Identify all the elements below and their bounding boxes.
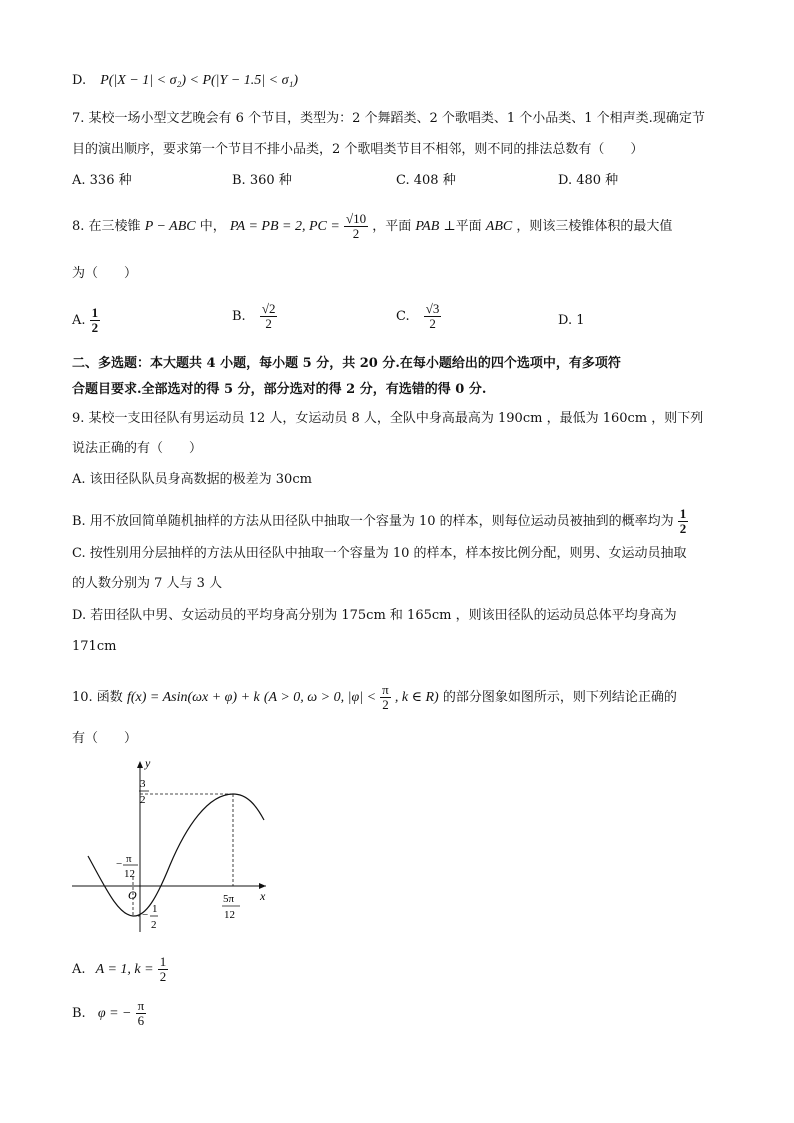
q10-condition-den: 2 [382,697,389,712]
q6-option-d [72,72,298,90]
y-axis-arrow [137,761,143,768]
q10-condition-end: , k ∈ R) [394,690,439,705]
q9-option-c-line1: C. 按性别用分层抽样的方法从田径队中抽取一个容量为 10 的样本，样本按比例分配，则男、女运动员抽取 [72,546,687,561]
left-zero-num: π [126,853,132,865]
right-label-num: 5π [223,893,235,905]
q8-option-b-label: B. [232,309,246,324]
max-label-num: 3 [140,778,146,790]
q10-option-a-expr: A = 1, k = [95,962,154,977]
min-label-num: 1 [152,903,158,915]
q10-option-a [72,955,168,984]
q6-option-d-expression: P(|X − 1| < σ₂) < P(|Y − 1.5| < σ₁) [100,73,298,88]
q8-pc-numerator: √10 [345,211,367,226]
q7-stem-line2: 目的演出顺序，要求第一个节目不排小品类，2 个歌唱类节目不相邻，则不同的排法总数有（ ） [72,142,644,157]
section2-heading-line1: 二、多选题：本大题共 4 小题，每小题 5 分，共 20 分.在每小题给出的四个选项中，有多项符 [72,356,621,371]
q7-option-b: B. 360 种 [232,173,292,188]
q10-graph [60,757,280,937]
q10-condition: (A > 0, ω > 0, |φ| < [263,690,377,705]
q10-option-a-fraction [158,955,169,984]
q10-option-a-den: 2 [159,969,167,984]
q8-tetrahedron: P − ABC [144,219,196,234]
q8-option-a-den: 2 [91,320,99,335]
q10-option-b-label: B. [72,1006,86,1021]
q9-option-c-line2: 的人数分别为 7 人与 3 人 [72,576,223,591]
q8-option-b-fraction [260,302,278,331]
q8-condition: PA = PB = 2, PC = [229,219,340,234]
q9-option-b-num: 1 [679,506,687,521]
q10-stem-line1 [72,683,677,712]
max-label-den: 2 [140,794,146,806]
q9-option-b-fraction [678,507,689,536]
q7-option-a: A. 336 种 [72,173,132,188]
section2-heading-line2: 合题目要求.全部选对的得 5 分，部分选对的得 2 分，有选错的得 0 分. [72,382,487,397]
q10-condition-fraction [380,683,391,712]
q10-function: f(x) = Asin(ωx + φ) + k [126,690,260,705]
q8-perp: ⊥平面 [443,219,482,234]
y-axis-label: y [145,757,151,770]
min-label-sign: − [142,909,149,921]
q8-plane1: PAB [415,219,440,234]
q10-condition-num: π [382,682,389,697]
q8-option-d: D. 1 [558,313,585,328]
q8-option-b-num: √2 [261,301,276,316]
q10-option-a-label: A. [72,962,86,977]
right-label-den: 12 [224,909,235,921]
q8-option-a [72,306,100,335]
q8-stem-line2: 为（ ） [72,266,138,281]
q8-option-c [396,302,441,331]
q7-option-c: C. 408 种 [396,173,456,188]
q10-option-a-num: 1 [159,954,167,969]
q8-option-c-label: C. [396,309,410,324]
q9-stem-line1: 9. 某校一支田径队有男运动员 12 人，女运动员 8 人，全队中身高最高为 190cm ，最低为 160cm ，则下列 [72,411,704,426]
q8-suffix: ，则该三棱锥体积的最大值 [516,219,673,234]
q10-stem-line2: 有（ ） [72,731,138,746]
q8-option-c-fraction [424,302,442,331]
q10-option-b-expr: φ = − [97,1006,132,1021]
q8-option-b [232,302,277,331]
q9-option-b-den: 2 [679,521,687,536]
q9-stem-line2: 说法正确的有（ ） [72,441,203,456]
q10-option-b [72,999,146,1028]
q9-option-a: A. 该田径队队员身高数据的极差为 30cm [72,472,312,487]
q6-option-d-label: D. [72,73,87,88]
left-zero-sign: − [116,858,123,870]
q8-option-a-label: A. [72,313,86,328]
q10-option-b-den: 6 [137,1013,145,1028]
q10-option-b-fraction [136,999,147,1028]
q8-mid1: 中， [199,219,226,234]
x-axis-label: x [260,889,266,903]
q8-mid2: ，平面 [372,219,412,234]
sine-curve [88,794,264,916]
q8-option-b-den: 2 [265,316,272,331]
q8-option-a-num: 1 [91,305,99,320]
q8-option-c-num: √3 [425,301,440,316]
q7-stem-line1: 7. 某校一场小型文艺晚会有 6 个节目，类型为：2 个舞蹈类、2 个歌唱类、1 个小品类、1 个相声类.现确定节 [72,111,705,126]
min-label-den: 2 [151,919,157,931]
q7-option-d: D. 480 种 [558,173,619,188]
q9-option-d-line1: D. 若田径队中男、女运动员的平均身高分别为 175cm 和 165cm ，则该田径队的运动员总体平均身高为 [72,608,677,623]
q8-pc-fraction [344,212,368,241]
q10-option-b-num: π [137,998,145,1013]
q10-prefix: 10. 函数 [72,690,123,705]
origin-label: O [128,888,137,902]
q9-option-d-line2: 171cm [72,639,117,654]
q8-pc-denominator: 2 [352,226,360,241]
q9-option-b-text: B. 用不放回简单随机抽样的方法从田径队中抽取一个容量为 10 的样本，则每位运动员被抽到的概率均为 [72,514,674,529]
left-zero-den: 12 [124,868,135,880]
q8-prefix: 8. 在三棱锥 [72,219,141,234]
q8-plane2: ABC [485,219,513,234]
q8-option-c-den: 2 [429,316,436,331]
q8-option-a-fraction [90,306,101,335]
q9-option-b [72,507,688,536]
q10-suffix: 的部分图象如图所示，则下列结论正确的 [442,690,677,705]
q8-stem-line1 [72,212,672,241]
